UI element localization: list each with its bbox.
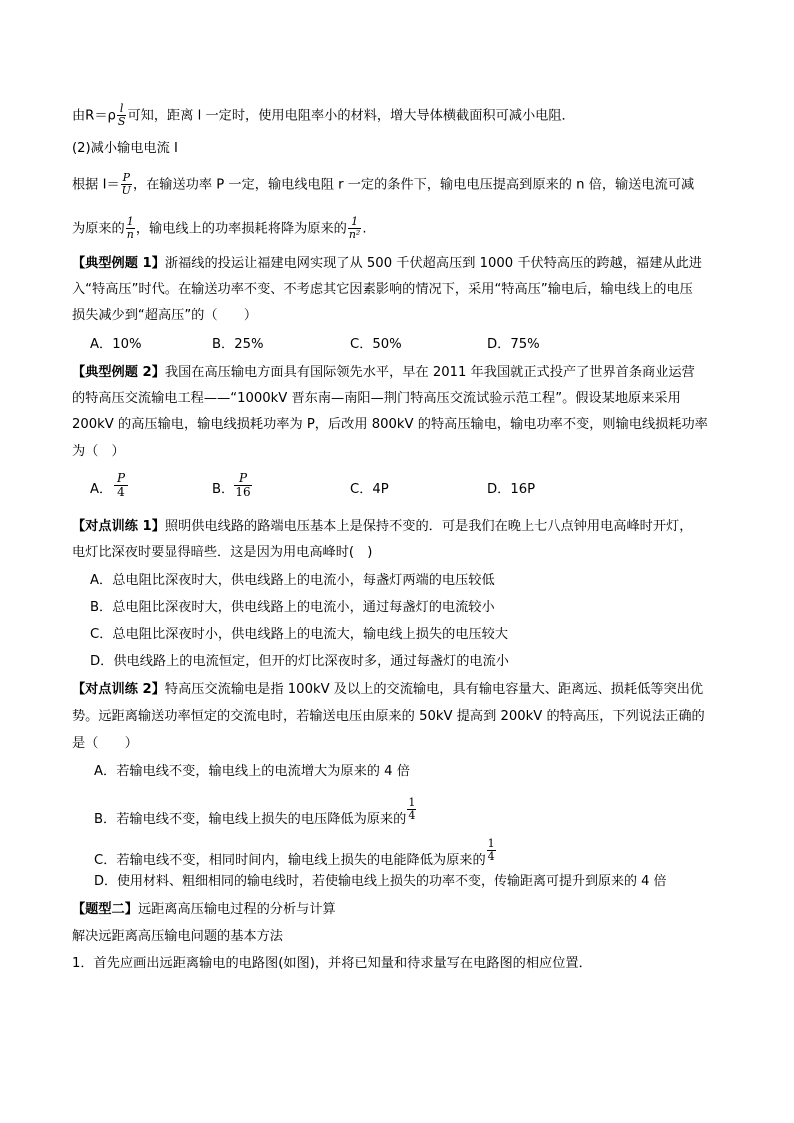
fraction-1-over-n: $\frac{1}{n}$	[126, 215, 134, 241]
example-2-line-2: 的特高压交流输电工程——“1000kV 晋东南—南阳—荆门特高压交流试验示范工程”。假设某地原来采用	[72, 391, 681, 406]
type-2-step-1: 1．首先应画出远距离输电的电路图(如图)，并将已知量和待求量写在电路图的相应位置．	[72, 956, 592, 971]
example-2-option-c: C．4P	[350, 482, 389, 497]
example-1-option-a: A．10%	[90, 337, 142, 352]
training-1-option-a: A．总电阻比深夜时大，供电线路上的电流小，每盏灯两端的电压较低	[90, 573, 495, 588]
type-2-method: 解决远距离高压输电问题的基本方法	[72, 929, 283, 944]
training-2-option-a: A．若输电线不变，输电线上的电流增大为原来的 4 倍	[94, 764, 410, 779]
example-2-line-1: 【典型例题 2】我国在高压输电方面具有国际领先水平，早在 2011 年我国就正式投产了世界首条商业运营	[72, 365, 695, 380]
formula-prefix: 由R＝ρ	[72, 108, 116, 124]
type-2-tag: 【题型二】	[72, 902, 138, 917]
example-2-line-3: 200kV 的高压输电，输电线损耗功率为 P，后改用 800kV 的特高压输电，输电功率不变，则输电线损耗功率	[72, 417, 708, 432]
intro-line-current: 根据 I＝ $\frac{P}{U}$ ，在输送功率 P 一定，输电线电阻 r 一定的条件下，输电电压提高到原来的 n 倍，输送电流可减	[72, 171, 695, 197]
training-1-option-c: C．总电阻比深夜时小，供电线路上的电流大，输电线上损失的电压较大	[90, 627, 509, 642]
example-1-option-b: B．25%	[212, 337, 264, 352]
example-1-line-2: 入“特高压”时代。在输送功率不变、不考虑其它因素影响的情况下，采用“特高压”输电后，输电线上的电压	[72, 282, 693, 297]
training-2-line-1: 【对点训练 2】特高压交流输电是指 100kV 及以上的交流输电，具有输电容量大、距离远、损耗低等突出优	[72, 682, 704, 697]
training-2-option-d: D．使用材料、粗细相同的输电线时，若使输电线上损失的功率不变，传输距离可提升到原来的 4 倍	[94, 874, 667, 889]
intro-line-resistance	[72, 103, 575, 128]
example-2-tag: 【典型例题 2】	[72, 365, 165, 380]
example-2-option-d: D．16P	[487, 482, 536, 497]
training-2-line-2: 势。远距离输送功率恒定的交流电时，若输送电压由原来的 50kV 提高到 200kV 的特高压，下列说法正确的	[72, 709, 705, 724]
example-1-line-1: 【典型例题 1】浙福线的投运让福建电网实现了从 500 千伏超高压到 1000 千伏特高压的跨越，福建从此进	[72, 256, 702, 271]
example-1-line-3: 损失减少到“超高压”的（ ）	[72, 308, 258, 323]
example-1-option-d: D．75%	[487, 337, 540, 352]
training-2-line-3: 是（ ）	[72, 736, 138, 751]
training-2-option-b-fraction: $\frac{1}{4}$	[408, 796, 416, 822]
training-1-option-b: B．总电阻比深夜时大，供电线路上的电流小，通过每盏灯的电流较小	[90, 600, 495, 615]
example-2-option-a-fraction: $\frac{P}{4}$	[114, 472, 128, 499]
fraction-1-over-n-squared: $\frac{1}{\text{n²}}$	[348, 215, 361, 241]
training-2-tag: 【对点训练 2】	[72, 682, 165, 697]
training-2-option-b: B．若输电线不变，输电线上损失的电压降低为原来的 $\frac{1}{4}$	[94, 796, 416, 827]
example-1-option-c: C．50%	[350, 337, 402, 352]
training-2-option-c-fraction: $\frac{1}{4}$	[487, 837, 495, 863]
type-2-heading: 【题型二】远距离高压输电过程的分析与计算	[72, 902, 336, 917]
intro-line-loss: 为原来的 $\frac{1}{n}$ ，输电线上的功率损耗将降为原来的 $\frac{1}{\text{n²}}$ .	[72, 215, 367, 241]
fraction-p-over-u: $\frac{P}{U}$	[121, 171, 131, 197]
example-2-option-a-label: A．	[90, 482, 113, 497]
training-2-option-c: C．若输电线不变，相同时间内，输电线上损失的电能降低为原来的 $\frac{1}{4}$	[94, 837, 495, 868]
training-1-line-2: 电灯比深夜时要显得暗些．这是因为用电高峰时( )	[72, 545, 373, 560]
formula-explanation: 可知，距离 l 一定时，使用电阻率小的材料，增大导体横截面积可减小电阻．	[127, 108, 575, 124]
example-2-option-b-fraction: $\frac{P}{16}$	[235, 471, 251, 499]
training-1-option-d: D．供电线路上的电流恒定，但开的灯比深夜时多，通过每盏灯的电流小	[90, 654, 509, 669]
training-1-tag: 【对点训练 1】	[72, 519, 165, 534]
section-heading-reduce-current: (2)减小输电电流 I	[72, 141, 178, 156]
training-1-line-1: 【对点训练 1】照明供电线路的路端电压基本上是保持不变的．可是我们在晚上七八点钟用电高峰时开灯，	[72, 519, 693, 534]
example-1-tag: 【典型例题 1】	[72, 256, 165, 271]
example-2-line-4: 为（ ）	[72, 444, 125, 459]
example-2-option-b-label: B．	[212, 482, 235, 497]
fraction-l-over-s: $\frac{l}{S}$	[117, 102, 126, 128]
